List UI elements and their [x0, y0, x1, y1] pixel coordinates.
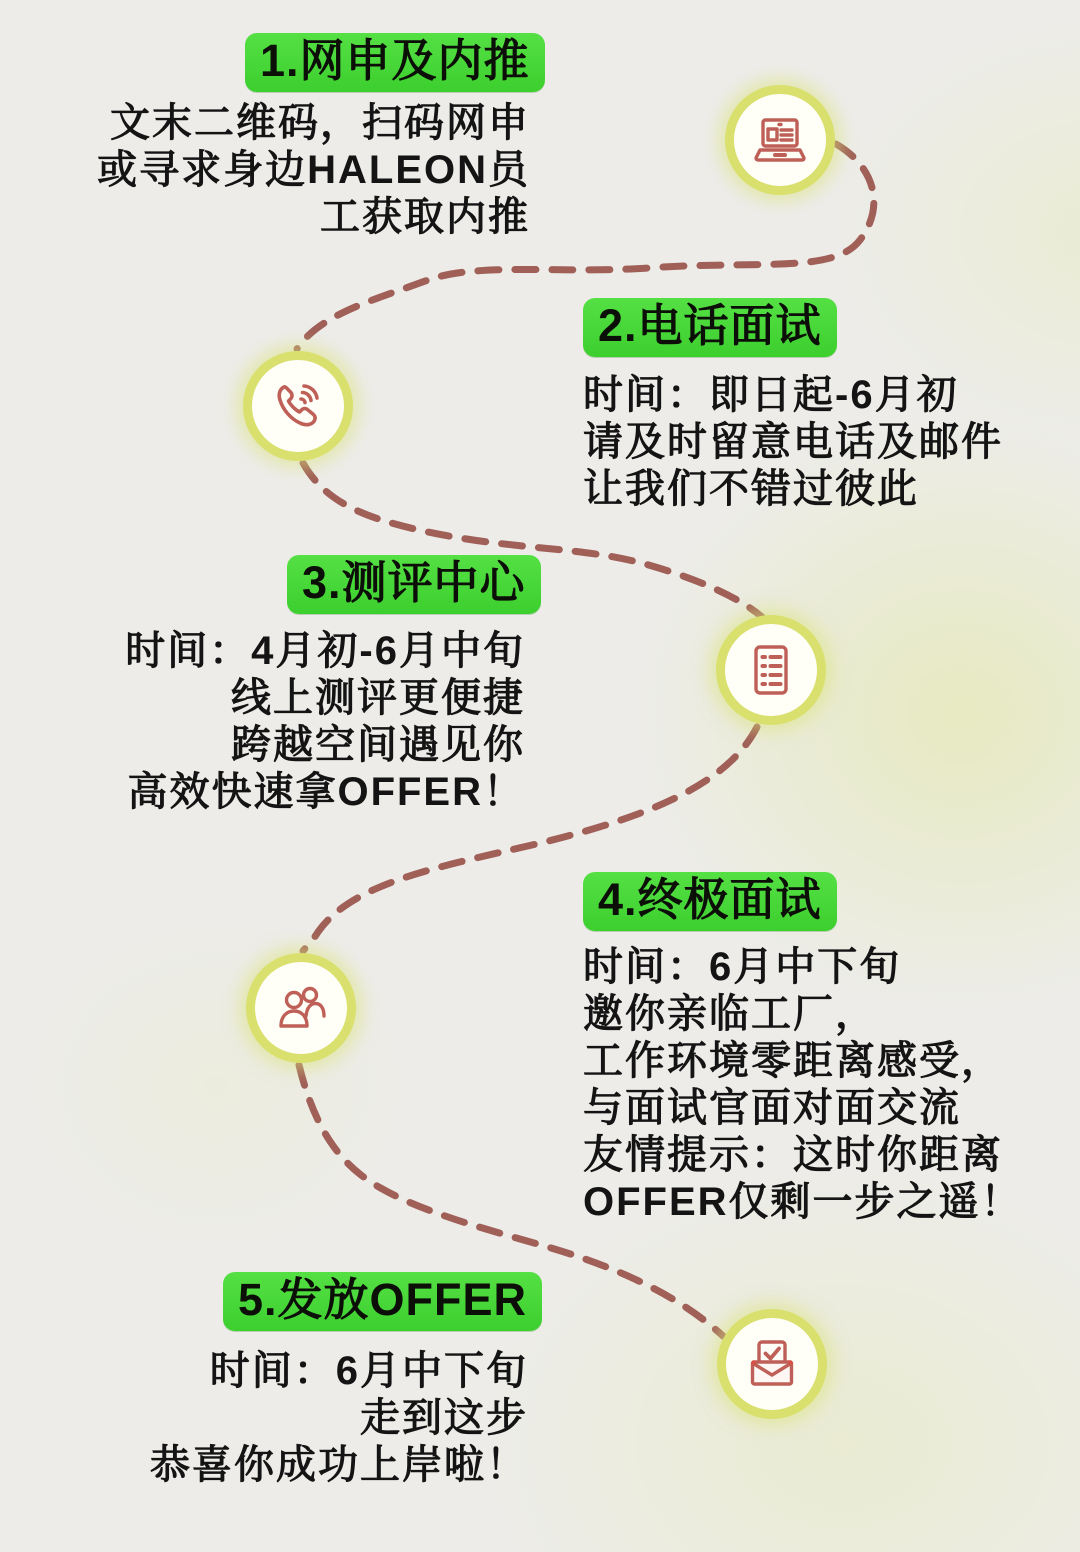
- step-3-title: 3.测评中心: [287, 555, 541, 614]
- step-1-line-1: 文末二维码，扫码网申: [110, 101, 530, 145]
- step-4-line-5: OFFER仅剩一步之遥！: [583, 1180, 1023, 1224]
- step-4-line-3: 与面试官面对面交流: [583, 1086, 961, 1130]
- step-1-line-2: 或寻求身边HALEON员: [97, 148, 530, 192]
- step-1-body: [80, 100, 530, 241]
- step-2-time: 时间：即日起-6月初: [583, 373, 959, 417]
- step-4-line-2: 工作环境零距离感受，: [583, 1039, 1003, 1083]
- step-2-node: [243, 351, 353, 461]
- step-2-title: 2.电话面试: [583, 298, 837, 357]
- step-1-node: [725, 85, 835, 195]
- step-3-line-3: 高效快速拿OFFER！: [127, 770, 525, 814]
- step-2-line-1: 请及时留意电话及邮件: [583, 420, 1003, 464]
- step-4-title: 4.终极面试: [583, 872, 837, 931]
- step-3-line-2: 跨越空间遇见你: [231, 723, 525, 767]
- step-5-time: 时间：6月中下旬: [209, 1349, 528, 1393]
- step-4-line-1: 邀你亲临工厂，: [583, 992, 877, 1036]
- step-5-line-1: 走到这步: [360, 1396, 528, 1440]
- laptop-icon: [748, 108, 812, 172]
- people-icon: [269, 976, 333, 1040]
- step-3-time: 时间：4月初-6月中旬: [125, 629, 525, 673]
- phone-icon: [266, 374, 330, 438]
- step-3-line-1: 线上测评更便捷: [231, 676, 525, 720]
- step-2-body: [583, 372, 1003, 513]
- step-1-title: 1.网申及内推: [245, 33, 545, 92]
- step-4-line-4: 友情提示：这时你距离: [583, 1133, 1003, 1177]
- step-5-body: [78, 1348, 528, 1489]
- step-5-line-2: 恭喜你成功上岸啦！: [150, 1443, 528, 1487]
- step-5-title: 5.发放OFFER: [223, 1272, 542, 1331]
- checklist-icon: [739, 638, 803, 702]
- mail-icon: [740, 1332, 804, 1396]
- step-1-line-3: 工获取内推: [320, 195, 530, 239]
- step-3-body: [75, 628, 525, 816]
- step-2-line-2: 让我们不错过彼此: [583, 467, 919, 511]
- step-3-node: [716, 615, 826, 725]
- step-4-body: [583, 944, 1023, 1226]
- step-5-node: [717, 1309, 827, 1419]
- step-4-node: [246, 953, 356, 1063]
- step-4-time: 时间：6月中下旬: [583, 945, 902, 989]
